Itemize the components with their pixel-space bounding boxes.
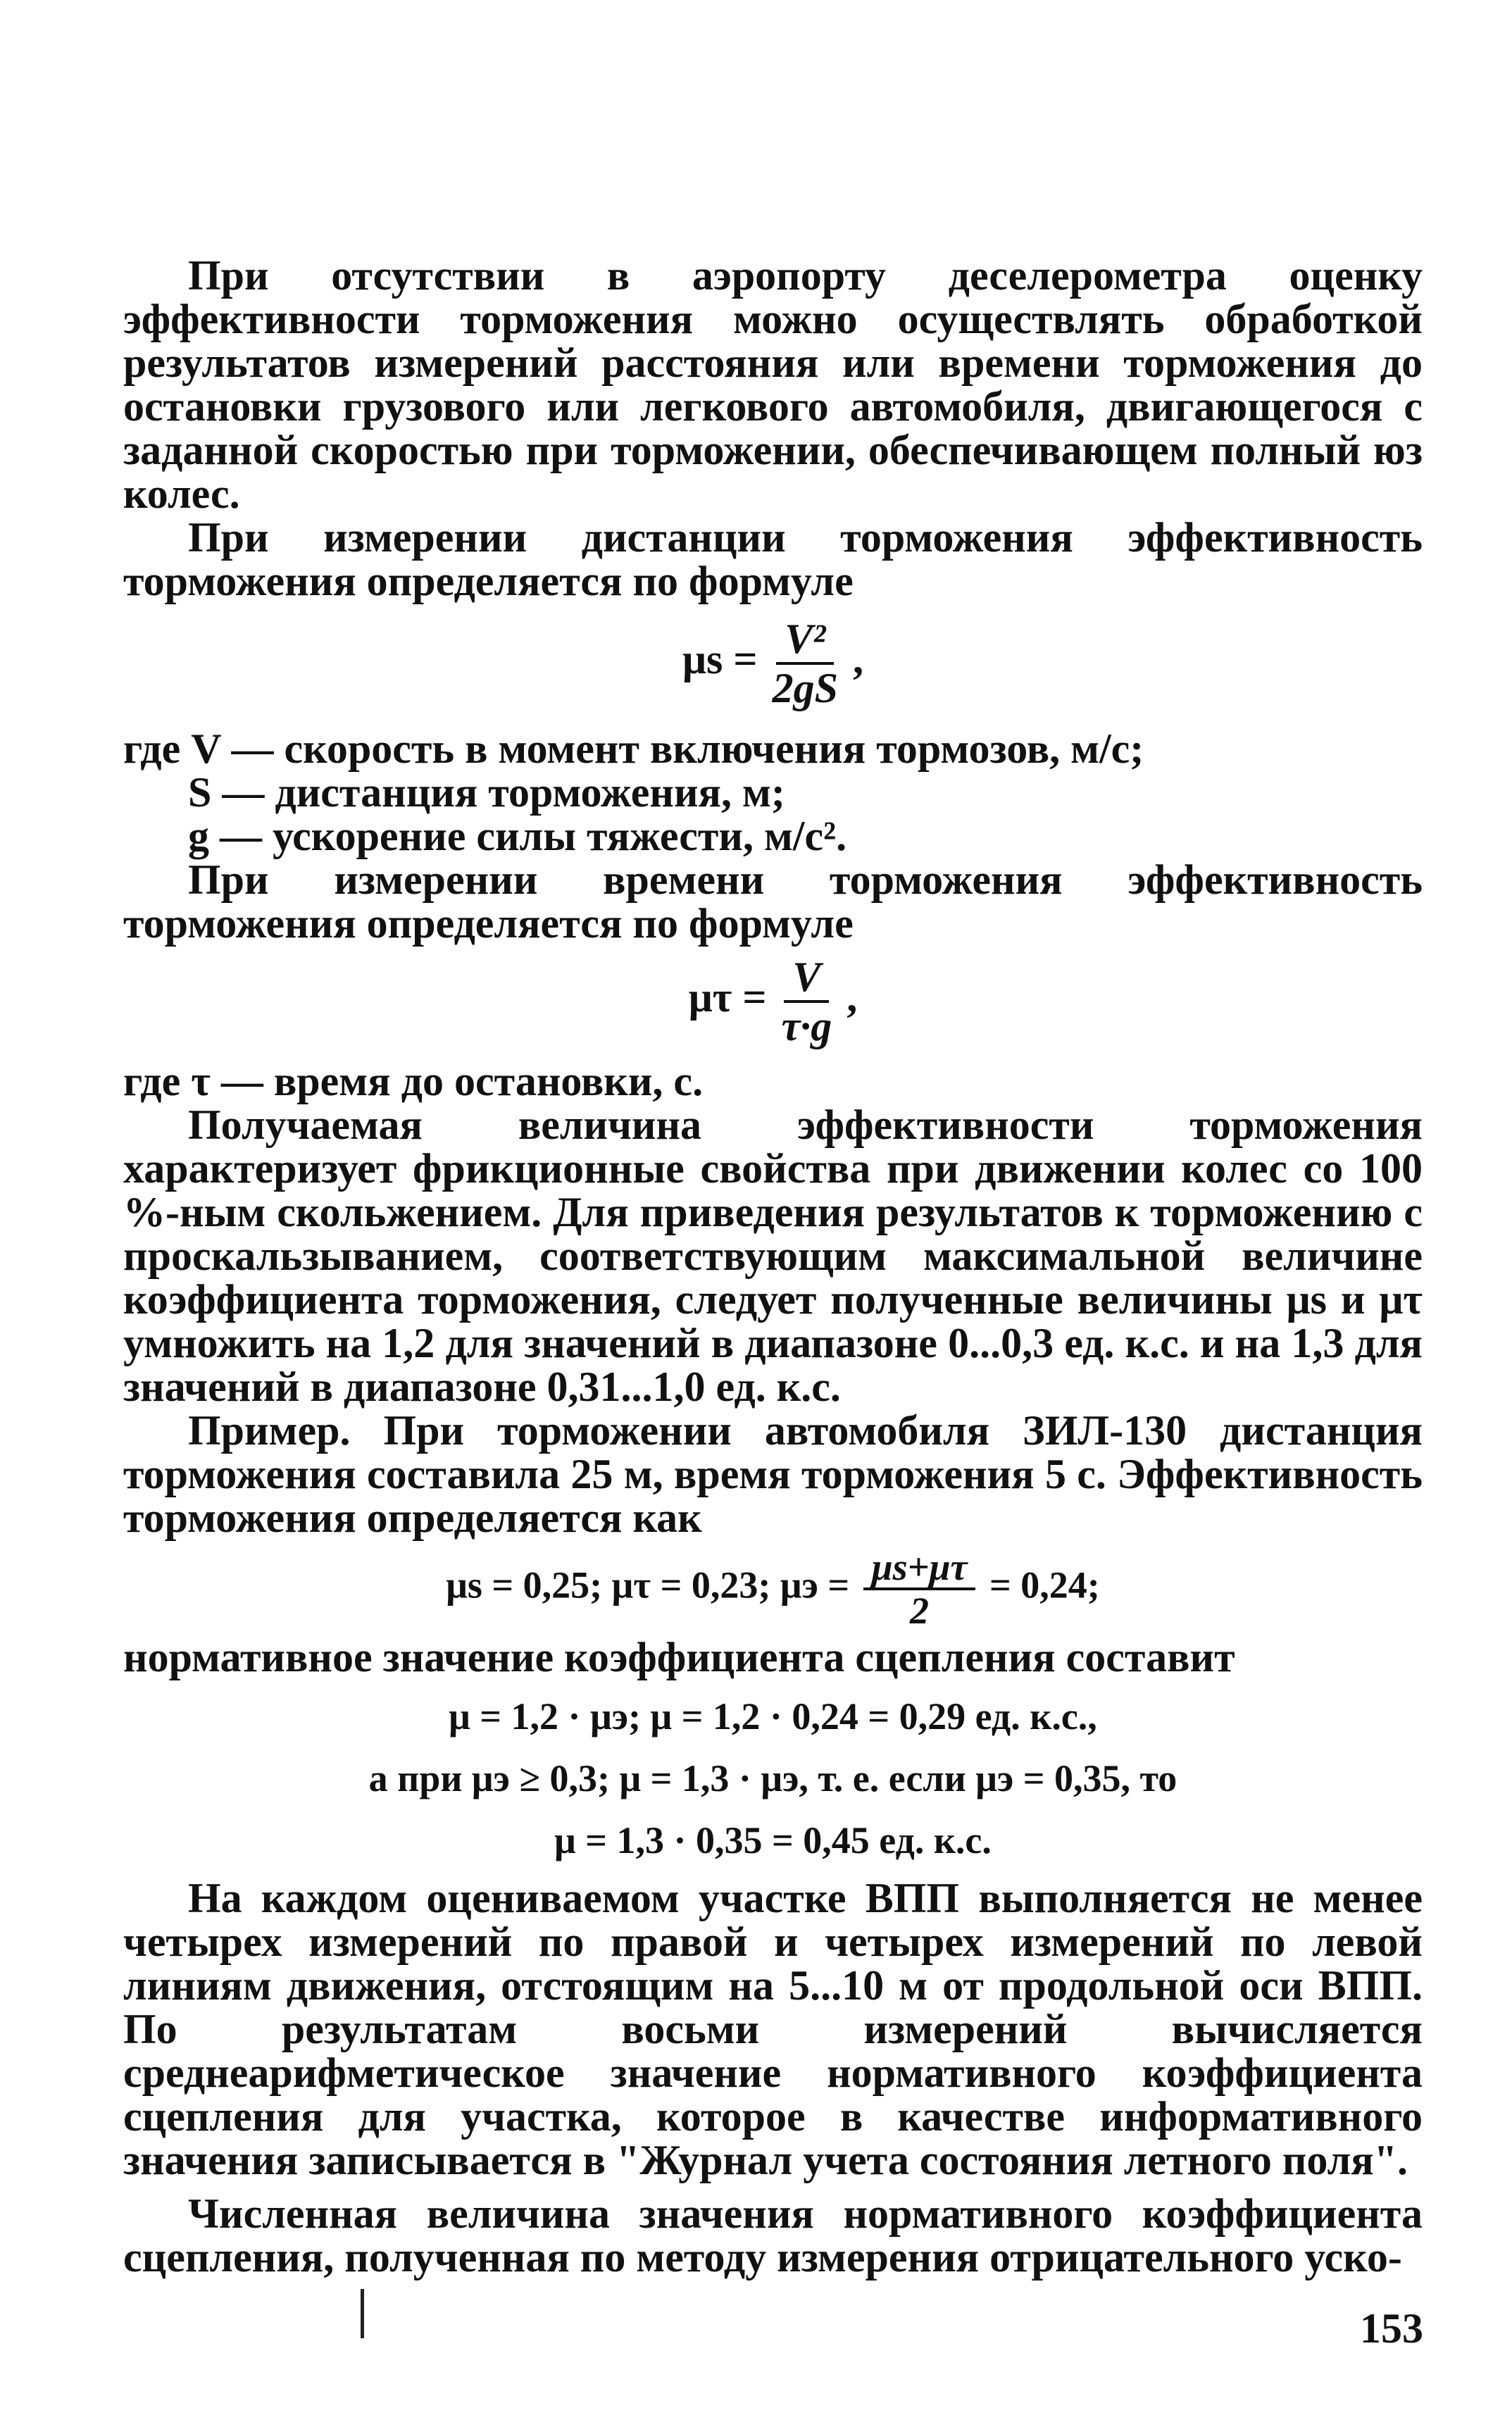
formula-mu-s	[123, 616, 1423, 711]
paragraph-2: При измерении дистанции торможения эффективность торможения определяется по формуле	[123, 514, 1423, 604]
definition-v: где V — скорость в момент включения тормозов, м/с;	[123, 725, 1144, 772]
formula-mu-s-numerator: V²	[776, 616, 834, 665]
example-label: Пример.	[188, 1407, 351, 1454]
formula-mu-e	[123, 1547, 1423, 1631]
formula-mu-tau-lhs: μτ =	[688, 973, 767, 1021]
margin-mark	[361, 2289, 364, 2338]
formula-mu-s-lhs: μs =	[682, 635, 758, 682]
definition-g: g — ускорение силы тяжести, м/с².	[188, 813, 847, 859]
page-body	[123, 254, 1423, 2279]
formula-mu-s-denominator: 2gS	[772, 665, 838, 711]
formula-mu-e-numerator: μs+μτ	[863, 1547, 976, 1590]
formula-mu-e-tail: = 0,24;	[989, 1564, 1100, 1606]
formula-mu-s-fraction	[773, 616, 838, 711]
formula-mu-tau-fraction	[782, 954, 832, 1049]
formula-mu-e-values: μs = 0,25; μτ = 0,23; μэ =	[446, 1564, 850, 1606]
definition-s: S — дистанция торможения, м;	[188, 769, 785, 816]
formula-mu-s-tail: ,	[852, 635, 863, 682]
formula-mu-tau-denominator: τ·g	[781, 1003, 832, 1049]
definition-tau: где τ — время до остановки, с.	[123, 1058, 704, 1104]
paragraph-1: При отсутствии в аэропорту деселерометра оценку эффективности торможения можно осуществлять обработкой результатов измерений расстояния или времени торможения до остановки грузового или легкового автомобиля, двигающегося с заданной скоростью при торможении, обеспечивающем полный юз колес.	[123, 252, 1423, 517]
formula-mu-2: а при μэ ≥ 0,3; μ = 1,3 · μэ, т. е. если μэ = 0,35, то	[368, 1757, 1177, 1799]
paragraph-example	[123, 1409, 1423, 1540]
formula-mu-e-fraction	[863, 1547, 976, 1631]
paragraph-3: При измерении времени торможения эффективность торможения определяется по формуле	[123, 856, 1423, 947]
formula-mu-1: μ = 1,2 · μэ; μ = 1,2 · 0,24 = 0,29 ед. к.с.,	[449, 1695, 1097, 1737]
formula-mu-e-denominator: 2	[910, 1590, 930, 1632]
paragraph-8: Численная величина значения нормативного коэффициента сцепления, полученная по методу измерения отрицательного уско-	[123, 2190, 1423, 2281]
formula-mu-tau	[123, 954, 1423, 1049]
formula-mu-3: μ = 1,3 · 0,35 = 0,45 ед. к.с.	[554, 1819, 992, 1861]
paragraph-4: Получаемая величина эффективности торможения характеризует фрикционные свойства при движении колес со 100 %-ным скольжением. Для приведения результатов к торможению с проскальзыванием, соответствующим максимальной величине коэффициента торможения, следует полученные величины μs и μτ умножить на 1,2 для значений в диапазоне 0...0,3 ед. к.с. и на 1,3 для значений в диапазоне 0,31...1,0 ед. к.с.	[123, 1102, 1423, 1410]
formula-mu-tau-numerator: V	[784, 954, 829, 1003]
paragraph-6: нормативное значение коэффициента сцепления составит	[123, 1634, 1235, 1680]
page-number: 153	[1360, 2305, 1423, 2352]
formula-mu-tau-tail: ,	[846, 973, 858, 1021]
paragraph-7: На каждом оцениваемом участке ВПП выполняется не менее четырех измерений по правой и четырех измерений по левой линиям движения, отстоящим на 5...10 м от продольной оси ВПП. По результатам восьми измерений вычисляется среднеарифметическое значение нормативного коэффициента сцепления для участка, которое в качестве информативного значения записывается в "Журнал учета состояния летного поля".	[123, 1875, 1423, 2183]
example-text: При торможении автомобиля ЗИЛ-130 дистанция торможения составила 25 м, время торможения 5 с. Эффективность торможения определяется как	[123, 1407, 1423, 1541]
